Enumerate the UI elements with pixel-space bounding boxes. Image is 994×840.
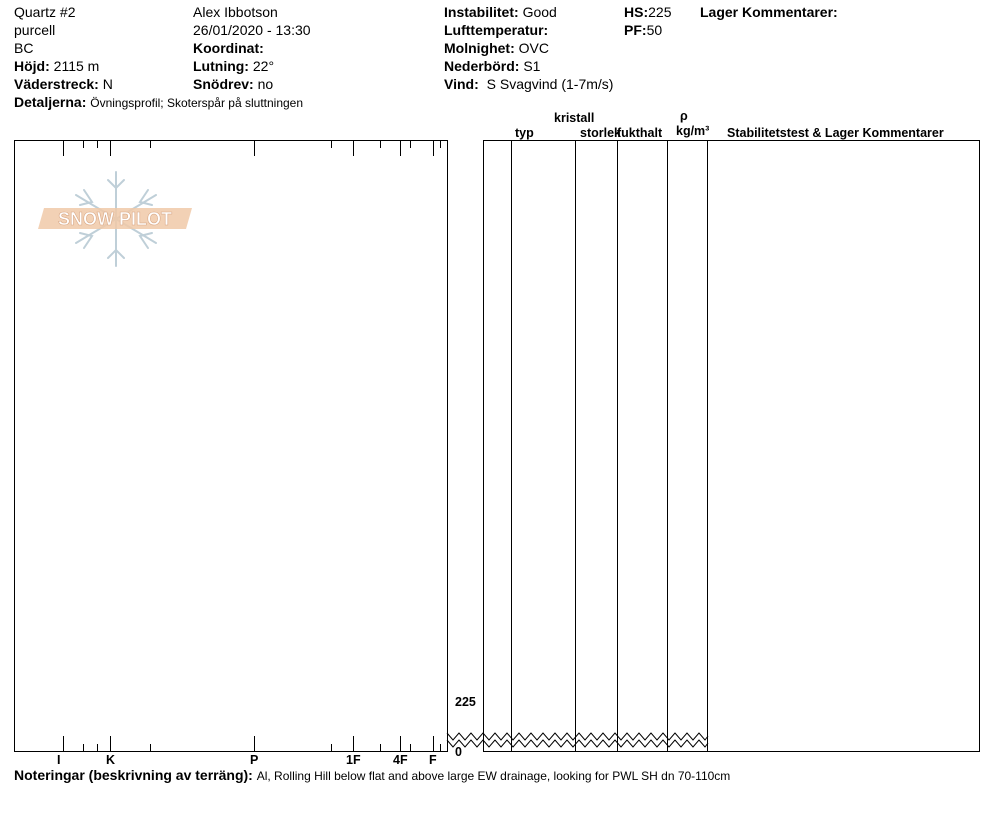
depth-bottom-label: 0 [455,745,462,759]
wind-loading-label: Snödrev: [193,76,254,92]
notes-value: Al, Rolling Hill below flat and above large EW drainage, looking for PWL SH dn 70-110cm [256,769,731,783]
precip-row [444,57,540,75]
column-moisture: fukthalt [617,126,663,140]
hardness-label-f: F [429,753,437,767]
pf-label: PF: [624,22,647,38]
pf-row [624,21,662,39]
aspect-value: N [102,76,113,92]
elevation-label: Höjd: [14,58,50,74]
hs-row [624,3,671,21]
column-type: typ [515,126,534,140]
instability-row [444,3,557,21]
hardness-bottom-ticks [64,736,441,751]
snow-pilot-logo [38,172,192,266]
depth-top-label: 225 [455,695,476,709]
depth-zigzag-lines [447,733,708,747]
observation-datetime: 26/01/2020 - 13:30 [193,22,311,38]
hs-label: HS: [624,4,649,20]
layer-table-dividers [512,140,708,751]
aspect-label: Väderstreck: [14,76,99,92]
instability-value: Good [522,4,557,20]
pf-value: 50 [646,22,663,38]
sky-value: OVC [518,40,549,56]
sky-row [444,39,549,57]
wind-row [444,75,613,93]
notes-label: Noteringar (beskrivning av terräng): [14,767,253,783]
hardness-label-p: P [250,753,259,767]
slope-value: 22° [252,58,275,74]
hardness-top-ticks [64,141,441,156]
precip-label: Nederbörd: [444,58,520,74]
aspect-row [14,75,113,93]
elevation-row [14,57,99,75]
wind-value: S Svagvind (1-7m/s) [486,76,614,92]
details-label: Detaljerna: [14,94,87,110]
hardness-label-1f: 1F [346,753,361,767]
column-size: storlek [580,126,621,140]
layer-comments-header: Lager Kommentarer: [700,4,838,20]
hardness-label-k: K [106,753,116,767]
slope-label: Lutning: [193,58,249,74]
hardness-label-4f: 4F [393,753,408,767]
sky-label: Molnighet: [444,40,515,56]
range-name: purcell [14,22,56,38]
column-stability: Stabilitetstest & Lager Kommentarer [727,126,944,140]
wind-label: Vind: [444,76,479,92]
observer-name: Alex Ibbotson [193,4,278,20]
column-density-symbol: ρ [680,109,688,123]
hardness-label-i: I [57,753,61,767]
details-row [14,93,303,112]
precip-value: S1 [523,58,541,74]
wind-loading-row [193,75,273,93]
details-value: Övningsprofil; Skoterspår på sluttningen [90,96,304,110]
hardness-chart-frame [15,141,448,752]
elevation-value: 2115 m [53,58,100,74]
location-name: Quartz #2 [14,4,76,20]
column-density-unit: kg/m³ [676,124,710,138]
air-temp-label: Lufttemperatur: [444,22,549,38]
hs-value: 225 [648,4,672,20]
wind-loading-value: no [257,76,274,92]
air-temp-row [444,21,548,39]
svg-text:SNOW PILOT: SNOW PILOT [58,209,172,229]
slope-row [193,57,274,75]
instability-label: Instabilitet: [444,4,519,20]
coordinate-row [193,39,264,57]
column-crystal: kristall [554,111,595,125]
state-name: BC [14,40,34,56]
notes-row [14,766,730,785]
coordinate-label: Koordinat: [193,40,264,56]
layer-table-frame [484,141,980,752]
